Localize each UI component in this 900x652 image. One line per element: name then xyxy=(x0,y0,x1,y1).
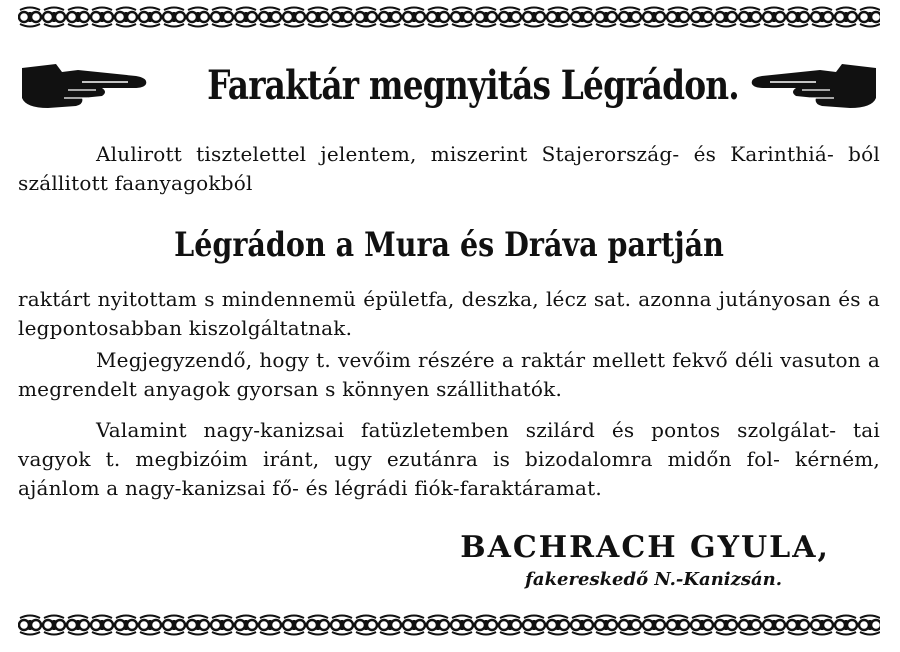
headline-row xyxy=(18,52,880,122)
body-paragraph-3: Valamint nagy-kanizsai fatüzletemben szilárd és pontos szolgálat- tai vagyok t. megbizóim iránt, ugy ezutánra is bizodalomra midőn fol- kérném, ajánlom a nagy-kanizsai fő- és légrádi fiók-faraktáramat. xyxy=(18,418,880,500)
pointing-hand-right-icon xyxy=(18,58,150,110)
subheadline: Légrádon a Mura és Dráva partján xyxy=(174,225,724,265)
body-paragraph-1: raktárt nyitottam s mindennemü épületfa, deszka, lécz sat. azonna jutányosan és a legpontosabban kiszolgáltatnak. xyxy=(18,287,880,340)
top-ornamental-border xyxy=(18,6,880,28)
ornamental-border-bottom-graphic xyxy=(18,614,880,636)
pointing-hand-left-icon xyxy=(748,58,880,110)
intro-paragraph: Alulirott tisztelettel jelentem, miszerint Stajerország- és Karinthiá- ból szállitott faanyagokból xyxy=(18,142,880,195)
bottom-ornamental-border xyxy=(18,614,880,636)
signature-block xyxy=(430,528,830,592)
signature-name: BACHRACH GYULA, xyxy=(460,530,830,565)
body-paragraph-2: Megjegyzendő, hogy t. vevőim részére a raktár mellett fekvő déli vasuton a megrendelt anyagok gyorsan s könnyen szállithatók. xyxy=(18,348,880,401)
headline-title: Faraktár megnyitás Légrádon. xyxy=(207,62,739,109)
ornamental-border-top-graphic xyxy=(18,6,880,28)
signature-role: fakereskedő N.-Kanizsán. xyxy=(525,569,782,590)
